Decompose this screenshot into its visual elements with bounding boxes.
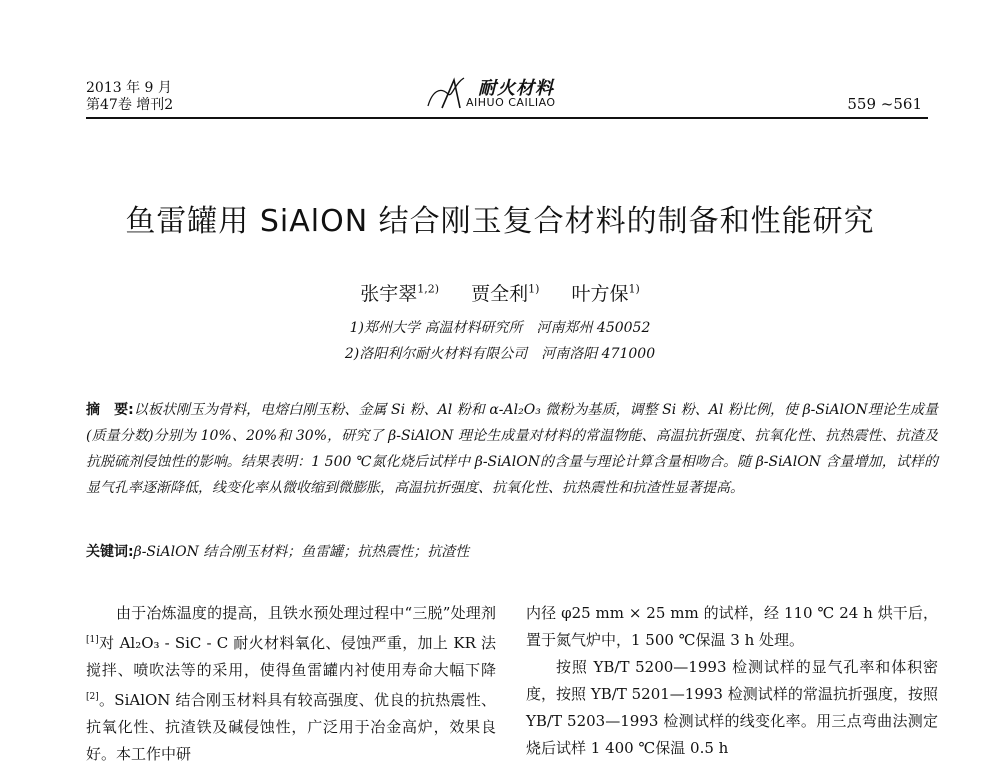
body-paragraph: 内径 φ25 mm × 25 mm 的试样，经 110 ℃ 24 h 烘干后，置于氮气炉中，1 500 ℃保温 3 h 处理。: [526, 604, 938, 649]
affiliation-2: 2)洛阳利尔耐火材料有限公司 河南洛阳 471000: [344, 346, 656, 362]
author-affiliation-mark: 1,2): [417, 282, 440, 296]
keywords-text: β-SiAlON 结合刚玉材料；鱼雷罐；抗热震性；抗渣性: [133, 544, 470, 560]
keywords: [86, 541, 469, 561]
journal-name-cn: 耐火材料: [478, 78, 554, 99]
author-affiliation-mark: 1): [528, 282, 540, 296]
abstract: [86, 397, 938, 501]
issue-info: [86, 80, 173, 114]
issue-volume: 第47卷 增刊2: [86, 97, 174, 113]
body-column-left: [86, 600, 496, 768]
journal-name-en: AIHUO CAILIAO: [466, 96, 556, 109]
paper-title: 鱼雷罐用 SiAlON 结合刚玉复合材料的制备和性能研究: [125, 204, 875, 239]
body-paragraph: 按照 YB/T 5200—1993 检测试样的显气孔率和体积密度，按照 YB/T 5201—1993 检测试样的常温抗折强度，按照 YB/T 5203—1993 检测试样的线变化率。用三点弯曲法测定烧后试样 1 400 ℃保温 0.5 h: [526, 658, 938, 757]
affiliation-1: 1)郑州大学 高温材料研究所 河南郑州 450052: [349, 320, 651, 336]
abstract-label: 摘 要:: [86, 402, 134, 418]
issue-date: 2013 年 9 月: [86, 80, 172, 96]
body-paragraph: 由于冶炼温度的提高，且铁水预处理过程中“三脱”处理剂[1]对 Al₂O₃ - SiC - C 耐火材料氧化、侵蚀严重，加上 KR 法搅拌、喷吹法等的采用，使得鱼雷罐内衬使用寿命大幅下降[2]。SiAlON 结合刚玉材料具有较高强度、优良的抗热震性、抗氧化性、抗渣铁及碱侵蚀性，广泛用于冶金高炉，效果良好。本工作中研: [86, 604, 496, 763]
author-name: 叶方保: [571, 283, 629, 305]
body-column-right: [526, 600, 938, 762]
header-rule: [86, 117, 928, 119]
journal-logo: [424, 74, 594, 112]
citation-ref: [2]: [86, 692, 99, 702]
citation-ref: [1]: [86, 635, 99, 645]
abstract-text: 以板状刚玉为骨料，电熔白刚玉粉、金属 Si 粉、Al 粉和 α-Al₂O₃ 微粉为基质，调整 Si 粉、Al 粉比例，使 β-SiAlON理论生成量(质量分数)分别为 10%、20%和 30%，研究了 β-SiAlON 理论生成量对材料的常温物能、高温抗折强度、抗氧化性、抗热震性、抗渣及抗脱硫剂侵蚀性的影响。结果表明：1 500 ℃氮化烧后试样中 β-SiAlON的含量与理论计算含量相吻合。随 β-SiAlON 含量增加，试样的显气孔率逐渐降低，线变化率从微收缩到微膨胀，高温抗折强度、抗氧化性、抗热震性和抗渣性显著提高。: [86, 402, 938, 496]
page-range: 559 ~561: [847, 95, 922, 113]
author-list: [0, 279, 1000, 306]
keywords-label: 关键词:: [86, 544, 134, 560]
author-name: 贾全利: [471, 283, 529, 305]
author-affiliation-mark: 1): [628, 282, 640, 296]
author-name: 张宇翠: [360, 283, 418, 305]
